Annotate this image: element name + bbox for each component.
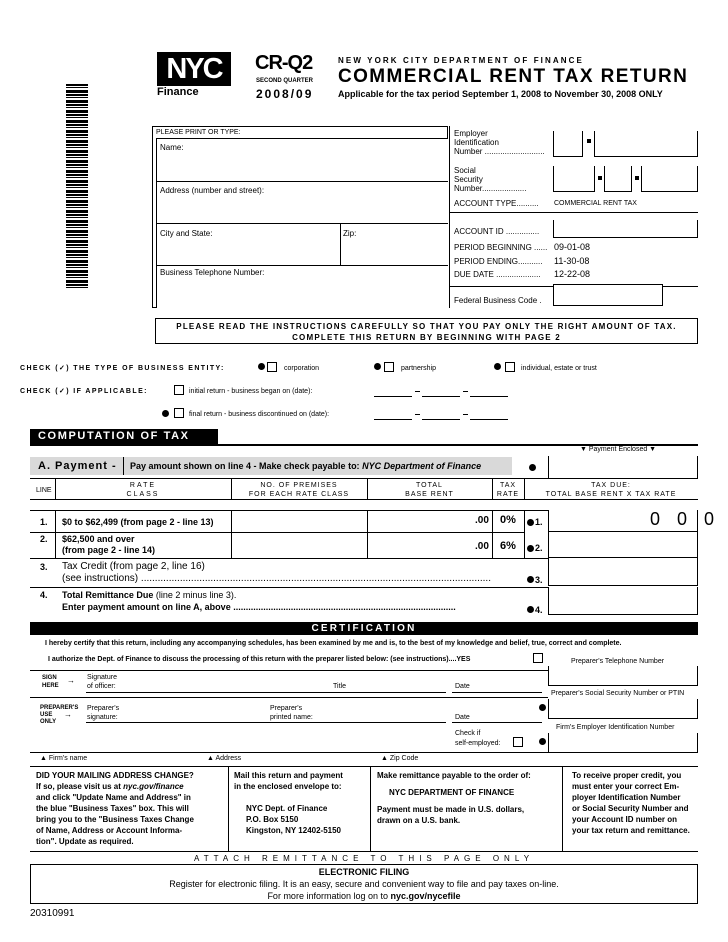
separator-dash [463,414,468,415]
phone-label: Business Telephone Number: [160,268,265,277]
ssn-label-line: Security [454,175,483,184]
row3-description [62,561,517,585]
name-label: Name: [160,143,184,152]
ein-box-1[interactable] [553,131,583,157]
instructions-line-1: PLEASE READ THE INSTRUCTIONS CAREFULLY SO THAT YOU PAY ONLY THE RIGHT AMOUNT OF TAX. [176,322,677,331]
quarter-label: SECOND QUARTER [256,78,314,84]
row2-base-rent-input[interactable] [368,533,478,557]
row2-rate: 6% [500,540,516,552]
row1-description: $0 to $62,499 (from page 2 - line 13) [62,517,214,527]
prep-sig-line: signature: [87,714,118,721]
ssn-label-line: Social [454,166,476,175]
final-return-checkbox[interactable] [174,408,184,418]
firm-address-label: ▲ Address [207,755,242,762]
col-total [367,481,492,499]
account-type-value: COMMERCIAL RENT TAX [554,200,637,207]
row1-premises-input[interactable] [232,511,367,532]
due-date-value: 12-22-08 [554,269,591,279]
row4-total-remittance[interactable] [548,587,698,615]
federal-code-box[interactable] [553,284,663,306]
partnership-checkbox[interactable] [384,362,394,372]
bullet-icon [529,464,536,471]
address-field[interactable] [156,223,448,224]
payment-payee: NYC Department of Finance [362,461,482,471]
mail-change-text: If so, please visit us at [36,782,121,791]
credit-line: your tax return and remittance. [572,826,690,835]
row1-base-rent-input[interactable] [368,511,478,532]
payable-line: Payment must be made in U.S. dollars, [377,805,525,814]
date-label: Date [455,683,470,690]
print-label: PLEASE PRINT OR TYPE: [156,129,241,136]
preparer-use-only [40,705,78,726]
payment-amount-box[interactable] [548,456,698,480]
preparer-ssn-label: Preparer's Social Security Number or PTIN [551,690,685,697]
address-label: Address (number and street): [160,186,265,195]
row2-description [62,534,155,556]
attach-remittance: ATTACH REMITTANCE TO THIS PAGE ONLY [193,854,535,863]
sig-line: of officer: [87,683,116,690]
payment-instruction [130,461,481,471]
mail-change-notice [36,770,224,847]
certification-bar: CERTIFICATION [30,622,698,635]
ssn-box-3[interactable] [641,166,698,192]
preparer-signature-label [87,704,119,722]
officer-date-field[interactable] [452,692,542,693]
separator-dash [598,176,602,180]
final-date-day[interactable] [422,419,460,420]
row4-title: Total Remittance Due [62,590,154,600]
ein-label [454,129,545,156]
row1-ref: 1. [535,517,543,527]
due-date-label: DUE DATE .................... [454,270,541,279]
final-date-month[interactable] [374,419,412,420]
payable-instructions [377,770,531,826]
col-total-line: BASE RENT [405,491,454,498]
prep-use-line: PREPARER'S [40,705,79,711]
bullet-icon [539,738,546,745]
separator-dash [635,176,639,180]
bullet-icon [527,519,534,526]
payment-enclosed-label: ▼ Payment Enclosed ▼ [580,446,657,453]
bullet-icon [527,606,534,613]
mail-address-line: NYC Dept. of Finance [246,804,328,813]
logo-subtitle: Finance [157,86,199,98]
account-type-label: ACCOUNT TYPE.......... [454,199,539,208]
firm-zip-label: ▲ Zip Code [381,755,419,762]
col-rate-line: CLASS [126,491,160,498]
preparer-phone-label: Preparer's Telephone Number [571,658,665,665]
row3-line: (see instructions) .............................................................................................................................. [62,573,491,584]
bullet-icon [374,363,381,370]
sign-line: SIGN [42,675,57,681]
row2-line: (from page 2 - line 14) [62,545,156,555]
col-line: LINE [36,487,52,494]
date-label-preparer: Date [455,714,470,721]
col-due-line: TOTAL BASE RENT X TAX RATE [545,491,677,498]
initial-date-month[interactable] [374,396,412,397]
preparer-date-field[interactable] [452,722,542,723]
prep-name-line: printed name: [270,714,313,721]
ssn-box-1[interactable] [553,166,595,192]
efile-title: ELECTRONIC FILING [318,867,410,877]
self-employed-label [455,729,501,749]
mail-change-text: of Name, Address or Account Informa- [36,826,183,835]
col-due-line: TAX DUE: [591,482,631,489]
ein-label-line: Number ........................... [454,147,545,156]
mail-change-title: DID YOUR MAILING ADDRESS CHANGE? [36,771,194,780]
row4-ref: 4. [535,605,543,615]
corporation-label: corporation [284,365,320,372]
period-end-label: PERIOD ENDING........... [454,257,543,266]
payable-line: NYC DEPARTMENT OF FINANCE [389,788,515,797]
bullet-icon [527,576,534,583]
ssn-label [454,166,526,193]
prep-sig-line: Preparer's [87,705,120,712]
self-emp-line: self-employed: [455,740,501,747]
credit-line: ployer Identification Number [572,793,681,802]
firm-ein-label: Firm's Employer Identification Number [556,724,675,731]
ein-box-2[interactable] [594,131,698,157]
period-note: Applicable for the tax period September 1, 2008 to November 30, 2008 ONLY [338,89,663,99]
col-due [524,481,698,499]
credit-line: must enter your correct Em- [572,782,680,791]
form-number: 20310991 [30,908,75,919]
mail-address-line: P.O. Box 5150 [246,815,299,824]
period-end-value: 11-30-08 [554,256,590,266]
firm-name-label: ▲ Firm's name [40,755,88,762]
city-label: City and State: [160,229,213,238]
initial-date-day[interactable] [422,396,460,397]
col-rate [55,481,231,499]
self-emp-line: Check if [455,730,481,737]
account-id-box[interactable] [553,220,698,238]
account-id-label: ACCOUNT ID ............... [454,227,540,236]
preparer-name-label [270,704,313,722]
final-return-label: final return - business discontinued on (date): [189,411,330,418]
efile-text-2 [30,891,698,901]
separator-dash [463,391,468,392]
row3-number: 3. [40,562,48,572]
mail-change-link[interactable]: nyc.gov/finance [123,782,184,791]
prep-use-line: USE [40,712,53,718]
efile-text: For more information log on to [267,891,388,901]
payment-label: A. Payment - [38,460,117,472]
bullet-icon [527,545,534,552]
row4-description [62,589,517,613]
bullet-icon [162,410,169,417]
sign-line: HERE [42,683,59,689]
mail-change-text: tion". Update as required. [36,837,134,846]
row2-cents: .00 [475,541,489,552]
preparer-signature-field[interactable] [86,722,446,723]
mail-change-text: and click "Update Name and Address" in [36,793,191,802]
preparer-ssn-box[interactable] [548,699,698,719]
credit-line: To receive proper credit, you [572,771,682,780]
row4-note: (line 2 minus line 3). [155,590,237,600]
entity-label: CHECK (✓) THE TYPE OF BUSINESS ENTITY: [20,365,225,372]
mail-line: Mail this return and payment [234,771,343,780]
zip-label: Zip: [343,229,357,238]
credit-line: your Account ID number on [572,815,678,824]
corporation-checkbox[interactable] [267,362,277,372]
federal-code-label: Federal Business Code . [454,296,542,305]
row2-ref: 2. [535,543,543,553]
sign-here [42,674,59,690]
col-premises-line: NO. OF PREMISES [260,482,338,489]
row4-number: 4. [40,590,48,600]
row1-tax-due-value: 0 0 0 [650,509,721,529]
final-date-year[interactable] [470,419,508,420]
initial-date-year[interactable] [470,396,508,397]
firm-ein-box[interactable] [548,733,698,753]
col-rate-line: RATE [129,482,157,489]
officer-signature-label [87,673,117,691]
bullet-icon [258,363,265,370]
ein-label-line: Employer [454,129,488,138]
row2-tax-due[interactable] [548,532,698,558]
efile-link[interactable]: nyc.gov/nycefile [390,891,461,901]
row1-rate: 0% [500,514,516,526]
col-tax-line: TAX [499,482,517,489]
title-label: Title [333,683,346,690]
partnership-label: partnership [401,365,437,372]
initial-return-checkbox[interactable] [174,385,184,395]
row2-line: $62,500 and over [62,534,135,544]
applicable-label: CHECK (✓) IF APPLICABLE: [20,388,148,395]
form-title: COMMERCIAL RENT TAX RETURN [338,66,689,87]
col-premises-line: FOR EACH RATE CLASS [248,491,350,498]
authorize-text: I authorize the Dept. of Finance to discuss the processing of this return with the preparer listed below: (see instructions)....YES [48,656,471,663]
row4-line: Enter payment amount on line A, above ......................................................................................... [62,602,456,612]
payable-line: Make remittance payable to the order of: [377,771,531,780]
row2-number: 2. [40,534,48,544]
individual-checkbox[interactable] [505,362,515,372]
col-premises [231,481,367,499]
bullet-icon [494,363,501,370]
credit-line: or Social Security Number and [572,804,689,813]
payment-text: Pay amount shown on line 4 - Make check payable to: [130,461,360,471]
barcode [66,84,88,290]
nyc-logo: NYC [157,52,231,86]
ssn-box-2[interactable] [604,166,632,192]
row1-number: 1. [40,517,48,527]
prep-name-line: Preparer's [270,705,303,712]
certification-statement: I hereby certify that this return, including any accompanying schedules, has been examined by me and is, to the best of my knowledge and belief, true, correct and complete. [45,640,622,647]
col-total-line: TOTAL [416,482,443,489]
mail-line: in the enclosed envelope to: [234,782,342,791]
separator-dash [415,391,420,392]
arrow-right-icon: → [67,676,75,685]
department-name: NEW YORK CITY DEPARTMENT OF FINANCE [338,56,584,65]
form-code: CR-Q2 [255,52,313,74]
row3-line: Tax Credit (from page 2, line 16) [62,561,205,572]
authorize-yes-checkbox[interactable] [533,653,543,663]
row3-tax-credit[interactable] [548,558,698,586]
mailing-instructions [234,770,343,836]
bullet-icon [539,704,546,711]
separator-dash [415,414,420,415]
city-field[interactable] [156,265,448,266]
name-field[interactable] [156,181,448,182]
period-begin-label: PERIOD BEGINNING ...... [454,243,548,252]
officer-signature-field[interactable] [86,692,446,693]
sig-line: Signature [87,674,117,681]
separator-dash [587,139,591,143]
payable-line: drawn on a U.S. bank. [377,816,461,825]
preparer-phone-box[interactable] [548,666,698,686]
row3-ref: 3. [535,575,543,585]
computation-heading: COMPUTATION OF TAX [30,429,218,444]
mail-change-text: the blue "Business Taxes" box. This will [36,804,189,813]
tax-year: 2008/09 [256,87,314,101]
efile-text-1: Register for electronic filing. It is an easy, secure and convenient way to file and pay taxes on-line. [169,879,559,889]
period-begin-value: 09-01-08 [554,242,591,252]
ein-label-line: Identification [454,138,499,147]
col-tax-rate [492,481,524,499]
col-tax-line: RATE [496,491,520,498]
row1-cents: .00 [475,515,489,526]
initial-return-label: initial return - business began on (date): [189,388,313,395]
ssn-label-line: Number.................... [454,184,527,193]
prep-use-line: ONLY [40,719,57,725]
individual-label: individual, estate or trust [521,365,597,372]
row2-premises-input[interactable] [232,533,367,557]
mail-change-text: bring you to the "Business Taxes Change [36,815,194,824]
self-employed-checkbox[interactable] [513,737,523,747]
arrow-right-icon: → [64,710,72,719]
credit-instructions [572,770,690,836]
instructions-line-2: COMPLETE THIS RETURN BY BEGINNING WITH PAGE 2 [292,333,561,342]
mail-address-line: Kingston, NY 12402-5150 [246,826,342,835]
